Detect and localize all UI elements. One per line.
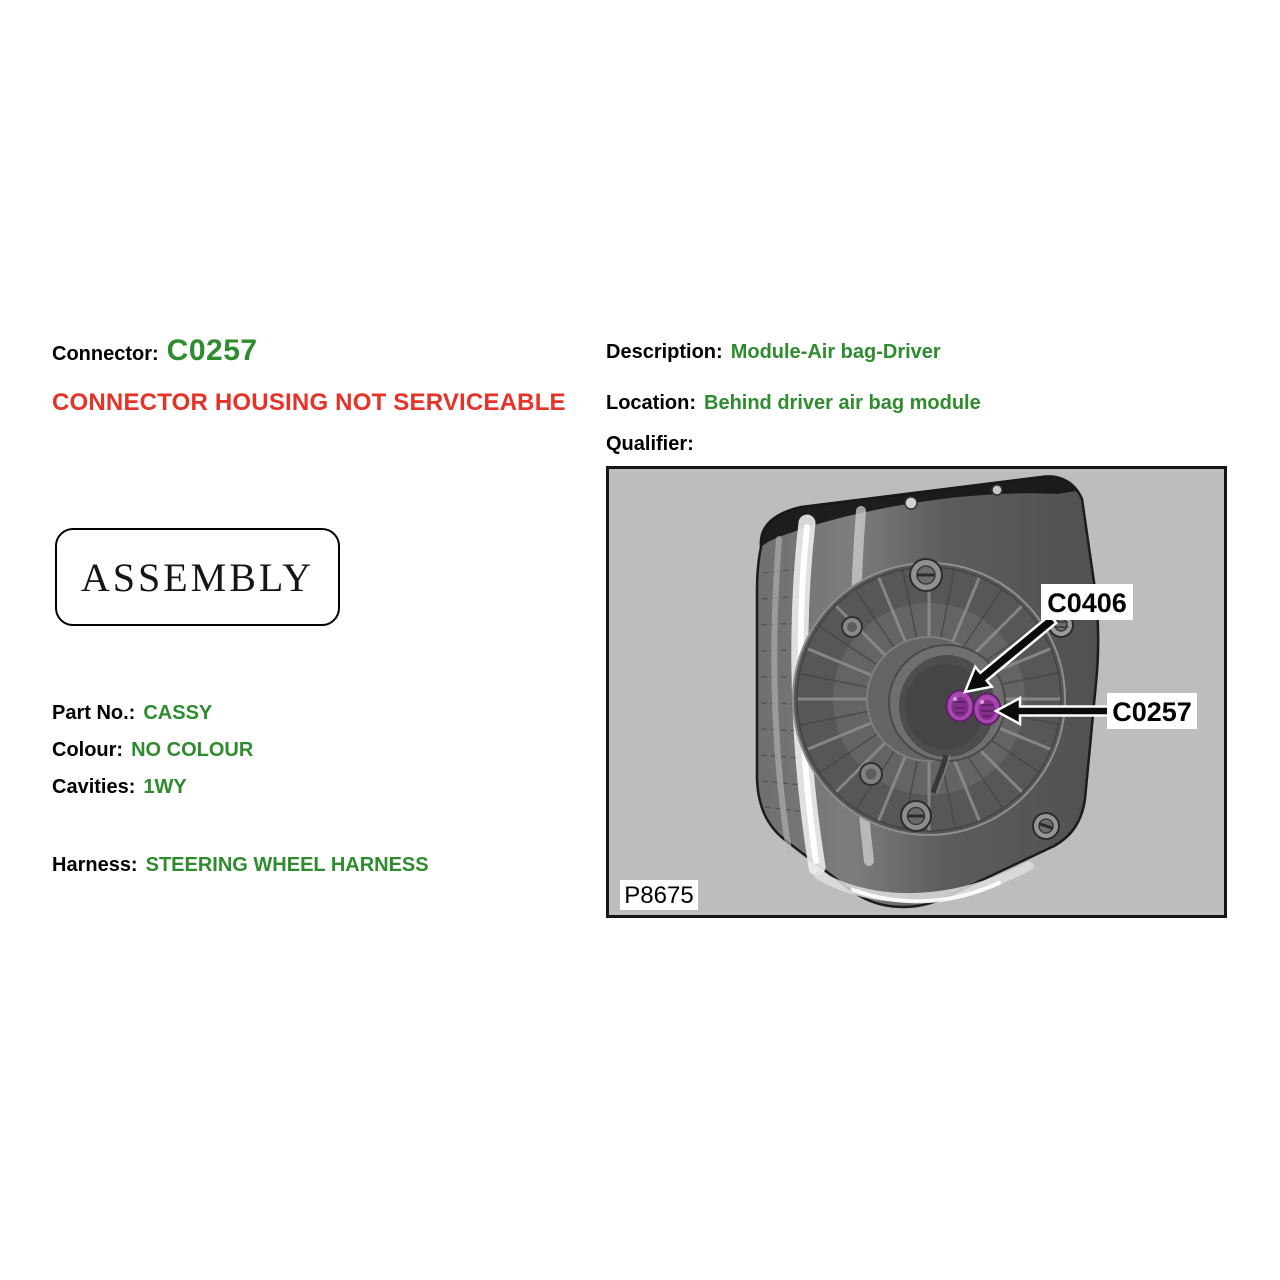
stud-icon (905, 497, 917, 509)
description-label: Description: (606, 341, 723, 363)
colour-label: Colour: (52, 739, 124, 761)
field-cavities (52, 776, 187, 799)
field-part-no (52, 702, 212, 725)
assembly-label: ASSEMBLY (80, 554, 315, 600)
description-value: Module-Air bag-Driver (730, 341, 941, 363)
field-description (606, 341, 941, 364)
part-no-value: CASSY (143, 702, 213, 724)
warning-text: CONNECTOR HOUSING NOT SERVICEABLE (52, 389, 566, 416)
location-value: Behind driver air bag module (704, 392, 981, 414)
figure-id-badge (620, 880, 698, 910)
screw-icon (910, 559, 942, 591)
assembly-box (55, 528, 340, 626)
harness-value: STEERING WHEEL HARNESS (145, 854, 429, 876)
field-qualifier (606, 433, 702, 456)
stud-icon (992, 485, 1002, 495)
connector-socket-c0257 (974, 694, 1001, 725)
callout-c0406-label: C0406 (1047, 588, 1127, 618)
bolt-icon (842, 617, 862, 637)
connector-label: Connector: (52, 343, 159, 365)
field-colour (52, 739, 253, 762)
figure-panel (606, 466, 1227, 918)
cavities-value: 1WY (143, 776, 187, 798)
harness-label: Harness: (52, 854, 138, 876)
screw-icon (901, 801, 931, 831)
part-no-label: Part No.: (52, 702, 136, 724)
callout-c0257-label: C0257 (1112, 697, 1192, 727)
callout-c0406 (1041, 584, 1133, 620)
connector-value: C0257 (166, 334, 258, 367)
cavities-label: Cavities: (52, 776, 136, 798)
location-label: Location: (606, 392, 696, 414)
colour-value: NO COLOUR (131, 739, 254, 761)
connector-socket-c0406 (947, 691, 974, 722)
figure-id-label: P8675 (624, 882, 694, 909)
connector-heading (52, 334, 258, 368)
field-location (606, 392, 981, 415)
qualifier-label: Qualifier: (606, 433, 694, 455)
bolt-icon (860, 763, 882, 785)
airbag-module-illustration (609, 469, 1224, 915)
callout-c0257 (1107, 693, 1197, 729)
field-harness (52, 854, 429, 877)
